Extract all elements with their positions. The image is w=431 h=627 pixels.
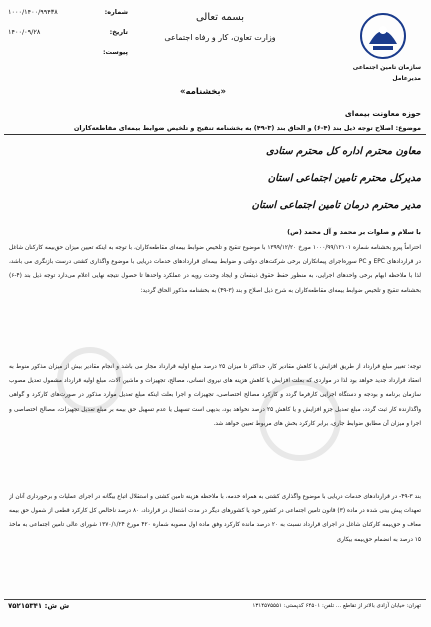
greeting: با سلام و صلوات بر محمد و آل محمد (ص)	[287, 228, 421, 236]
department-label: حوزه معاونت بیمه‌ای	[344, 109, 421, 118]
meta-number-value: ۱۰۰۰/۱۴۰۰/۹۹۴۳۸	[8, 8, 58, 16]
ssio-logo-icon	[355, 10, 411, 68]
meta-number	[8, 8, 128, 16]
org-name	[351, 64, 421, 82]
letter-meta	[8, 8, 128, 68]
paragraph-1: احتراماً پیرو بخشنامه شماره ۱۰۰۰/۹۹/۱۲۱۰۱ مورخ ۱۳۹۹/۱۲/۲۰ با موضوع تنقیح و تلخیص ضوابط بیمه‌ای مقاطعه‌کاران، با توجه به اینکه تعیین میزان حق‌بیمه کارکنان شاغل در قراردادهای EPC و PC سوره‌اجرای پیمانکاران برخی شرکت‌های دولتی و ضوابط بیمه‌ای قراردادهای خدمات دریایی با موضوع واگذاری کشتی درست بازنگری می باشد، لذا با ملاحظه ابهام برخی واحدهای اجرایی، به منظور حفظ حقوق ذینفعان و ایجاد وحدت رویه در عملکرد واحدها تا حصول نتیجه نهایی اعلام می‌دارد توجه ذیل بند (۴-۶) بخشنامه تنقیح و تلخیص ضوابط بیمه‌ای مقاطعه‌کاران به شرح ذیل اصلاح و بند (۳-۴۹) به بخشنامه مذکور الحاق گردید:	[9, 245, 421, 294]
letterhead-center	[140, 12, 300, 42]
subject-divider	[4, 134, 426, 135]
footer-divider	[4, 599, 426, 600]
subject-line: موضوع: اصلاح توجه ذیل بند (۴-۶) و الحاق بند (۳-۴۹) به بخشنامه تنقیح و تلخیص ضوابط بیمه‌ای مقاطعه‌کاران	[73, 124, 421, 132]
classification-label: «بخشنامه»	[180, 87, 227, 97]
ministry-name: وزارت تعاون، کار و رفاه اجتماعی	[164, 33, 276, 42]
addressee-3: مدیر محترم درمان تامین اجتماعی استان	[251, 200, 421, 211]
meta-number-label: شماره:	[104, 8, 128, 16]
addressee-1: معاون محترم اداره کل محترم ستادی	[265, 146, 421, 157]
meta-date	[8, 28, 128, 36]
meta-date-label: تاریخ:	[109, 28, 128, 36]
footer-address: تهران: خیابان آزادی بالاتر از تقاطع ... تلفن: ۶۴۵۰۱ کدپستی: ۱۳۱۴۵۷۵۵۵۱	[252, 603, 421, 609]
footer-doc-id: ش ش: ۷۵۲۱۵۳۴۱	[8, 602, 70, 610]
paragraph-3: بند ۳-۴۹- در قراردادهای خدمات دریایی با موضوع واگذاری کشتی به همراه خدمه، با ملاحظه هزینه تامین کشتی و استقلال اتباع بیگانه در اجرای عملیات و برخورداری آنان از تعهدات پیش بینی شده در ماده (۳) قانون تامین اجتماعی در کشور خود یا کشورهای دیگر در مدت اشتغال در قرارداد، ۸۰ درصد ناخالص کل کارکرد قطعی از شمول حق بیمه معاف و حق‌بیمه کارکنان شاغل در اجرای قرارداد نسبت به ۲۰ درصد مانده کارکرد وفق ماده اول مصوبه شماره ۴۲۰ مورخ ۱۳۷۰/۱/۲۴ شورای عالی تامین اجتماعی به ماخذ ۱۵ درصد به انضمام حق‌بیمه بیکاری	[9, 494, 421, 543]
org-name-main: سازمان تامین اجتماعی	[352, 64, 421, 71]
addressee-2: مدیرکل محترم تامین اجتماعی استان	[267, 173, 421, 184]
org-name-sub: مدیرعامل	[392, 75, 421, 82]
emblem-text: بسمه تعالی	[195, 12, 245, 23]
meta-attachment-label: پیوست:	[102, 48, 128, 56]
paragraph-2: توجه: تغییر مبلغ قرارداد از طریق افزایش یا کاهش مقادیر کار، حداکثر تا میزان ۲۵ درصد مبلغ اولیه قرارداد مجاز می باشد و انجام مقادیر بیش از میزان مذکور منوط به انعقاد قرارداد جدید خواهد بود لذا در مواردی که بعلت افزایش یا کاهش هزینه های نیروی انسانی، مصالح، تجهیزات و ماشین آلات، مبلغ اولیه قرارداد مشمول تعدیل مصوب سازمان برنامه و بودجه و دستگاه اجرایی کارفرما گردد و کارکرد مصالح اختصاصی، تجهیزات و اجرا بعلت اینکه مبلغ تعدیل موارد مذکور در صورت‌های کارکرد و گواهی واگذارنده کار ثبت گردد، مبلغ تعدیل جزو افزایش و یا کاهش ۲۵ درصد نخواهد بود، بدیهی است تسهیل یا عدم تسهیل حق بیمه بر مبلغ تعدیل تجهیزات، مصالح اختصاصی و اجرا و میزان آن مطابق ضوابط جاری، برابر کارکرد بخش های مربوط تعیین خواهد شد.	[9, 364, 421, 427]
meta-attachment	[8, 48, 128, 56]
meta-date-value: ۱۴۰۰/۰۹/۲۸	[8, 28, 41, 36]
